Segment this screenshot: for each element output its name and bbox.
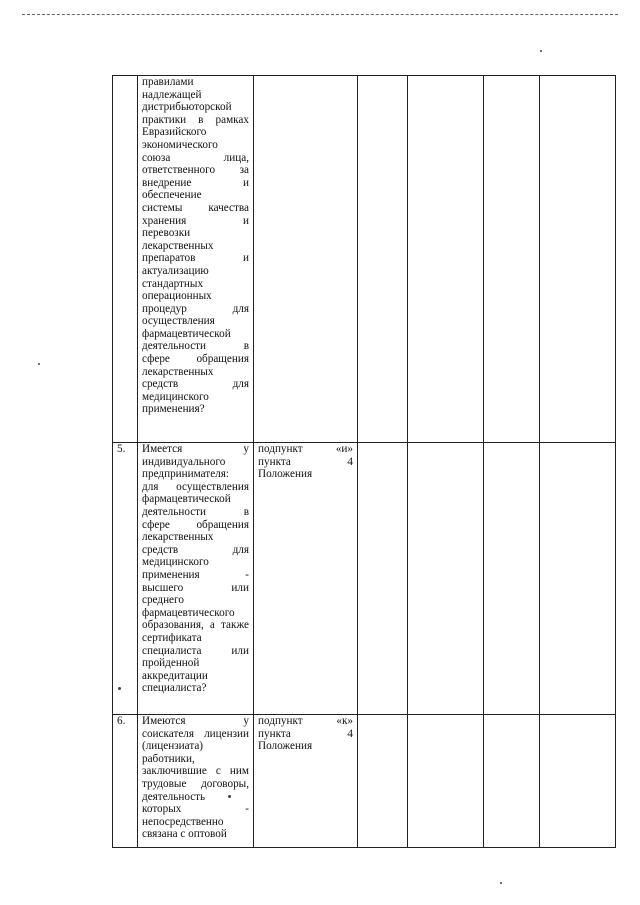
reference-line: подпункт «и» xyxy=(258,443,353,455)
question-line: специалиста? xyxy=(142,682,207,695)
reference-line: пункта 4 xyxy=(258,455,353,468)
question-line: лекарственных xyxy=(142,239,214,252)
answer-cell xyxy=(358,76,408,443)
question-line: пройденной xyxy=(142,657,200,670)
question-line: для осуществления xyxy=(142,480,249,493)
scan-speck xyxy=(38,363,40,365)
row-number xyxy=(113,76,138,443)
question-line: фармацевтического xyxy=(142,606,235,619)
row-number: 5. xyxy=(113,443,138,715)
question-line: средств для xyxy=(142,543,249,556)
question-line: индивидуального xyxy=(142,455,226,468)
question-line: деятельности в xyxy=(142,340,249,353)
question-line: специалиста или xyxy=(142,644,249,657)
question-line: аккредитации xyxy=(142,669,208,682)
question-cell xyxy=(138,76,254,443)
question-line: Имеется у xyxy=(142,443,249,455)
question-line: дистрибьюторской xyxy=(142,101,232,114)
question-line: высшего или xyxy=(142,581,249,594)
question-line: деятельность xyxy=(142,790,206,803)
question-line: образования, а также xyxy=(142,619,249,632)
question-line: ответственного за xyxy=(142,164,249,177)
answer-cell xyxy=(358,715,408,848)
question-line: связана с оптовой xyxy=(142,828,227,841)
reference-line: подпункт «к» xyxy=(258,715,353,727)
question-line: экономического xyxy=(142,138,218,151)
question-line: перевозки xyxy=(142,227,191,240)
answer-cell xyxy=(408,715,484,848)
question-line: трудовые договоры, xyxy=(142,777,249,790)
checklist-table xyxy=(112,75,616,848)
question-line: сфере обращения xyxy=(142,518,249,531)
scan-artifact-line xyxy=(22,14,618,15)
question-line: стандартных xyxy=(142,277,204,290)
question-line: сфере обращения xyxy=(142,353,249,366)
question-cell xyxy=(138,715,254,848)
table-row xyxy=(113,443,616,715)
legal-reference-cell xyxy=(254,76,358,443)
question-line: деятельности в xyxy=(142,505,249,518)
question-line: Евразийского xyxy=(142,126,207,139)
question-line: союза лица, xyxy=(142,151,249,164)
answer-cell xyxy=(484,443,540,715)
question-line: медицинского xyxy=(142,556,209,569)
question-line: (лицензиата) xyxy=(142,740,204,753)
question-line: работники, xyxy=(142,752,195,765)
answer-cell xyxy=(540,443,616,715)
question-line: среднего xyxy=(142,594,184,607)
legal-reference-cell xyxy=(254,443,358,715)
question-line: применения - xyxy=(142,568,249,581)
answer-cell xyxy=(408,76,484,443)
question-line: фармацевтической xyxy=(142,327,231,340)
answer-cell xyxy=(484,76,540,443)
answer-cell xyxy=(540,76,616,443)
question-line: сертификата xyxy=(142,631,202,644)
question-line: правилами xyxy=(142,76,194,88)
row-number: 6. xyxy=(113,715,138,848)
question-line: практики в рамках xyxy=(142,113,249,126)
reference-line: пункта 4 xyxy=(258,727,353,740)
question-line: применения? xyxy=(142,403,205,416)
question-line: медицинского xyxy=(142,390,209,403)
answer-cell xyxy=(408,443,484,715)
question-line: предпринимателя: xyxy=(142,468,230,481)
question-line: внедрение и xyxy=(142,176,249,189)
answer-cell xyxy=(484,715,540,848)
question-line: надлежащей xyxy=(142,88,202,101)
table-row xyxy=(113,715,616,848)
question-line: системы качества xyxy=(142,201,249,214)
question-line: операционных xyxy=(142,290,212,303)
question-line: средств для xyxy=(142,378,249,391)
question-line: лекарственных xyxy=(142,531,214,544)
question-line: которых - xyxy=(142,803,249,816)
question-cell xyxy=(138,443,254,715)
reference-line: Положения xyxy=(258,740,313,753)
question-line: препаратов и xyxy=(142,252,249,265)
answer-cell xyxy=(358,443,408,715)
question-line: фармацевтической xyxy=(142,493,231,506)
question-line: хранения и xyxy=(142,214,249,227)
question-line: осуществления xyxy=(142,315,215,328)
question-line: непосредственно xyxy=(142,815,224,828)
answer-cell xyxy=(540,715,616,848)
table-row xyxy=(113,76,616,443)
question-line: соискателя лицензии xyxy=(142,727,249,740)
question-line: Имеются у xyxy=(142,715,249,727)
question-line: заключившие с ним xyxy=(142,765,249,778)
scan-speck xyxy=(500,882,502,884)
legal-reference-cell xyxy=(254,715,358,848)
question-line: лекарственных xyxy=(142,365,214,378)
question-line: процедур для xyxy=(142,302,249,315)
reference-line: Положения xyxy=(258,468,313,481)
scan-speck xyxy=(540,50,542,52)
question-line: актуализацию xyxy=(142,264,209,277)
question-line: обеспечение xyxy=(142,189,202,202)
